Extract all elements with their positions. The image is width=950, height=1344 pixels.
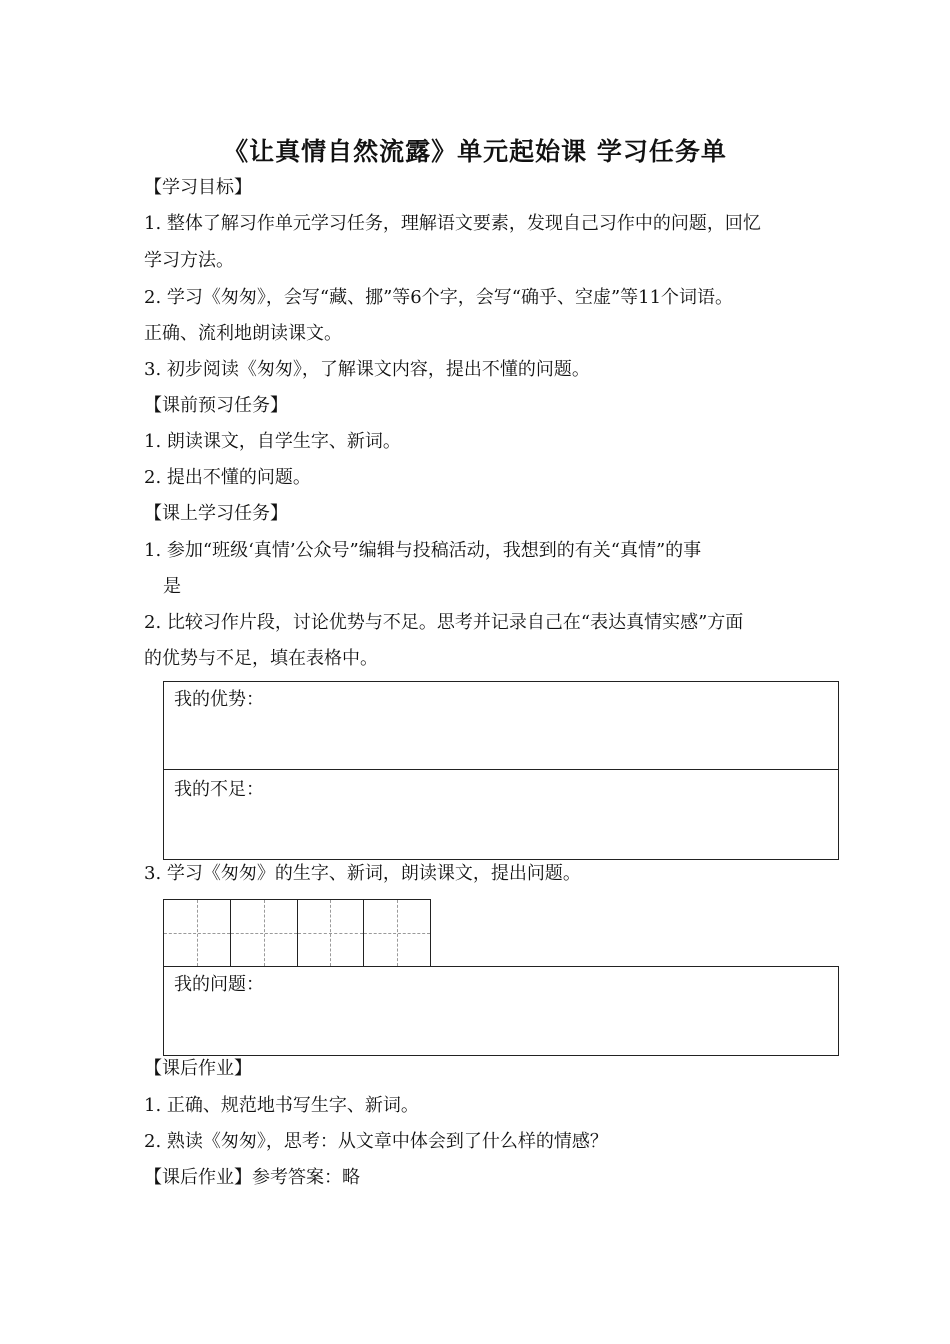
homework-item-2: 2. 熟读《匆匆》，思考：从文章中体会到了什么样的情感？ (144, 1131, 608, 1152)
homework-item-1: 1. 正确、规范地书写生字、新词。 (144, 1095, 419, 1116)
classwork-item-3: 3. 学习《匆匆》的生字、新词，朗读课文，提出问题。 (144, 863, 581, 884)
homework-heading: 【课后作业】 (144, 1058, 252, 1079)
page-title: 《让真情自然流露》单元起始课 学习任务单 (223, 137, 727, 166)
classwork-item-2-line-1: 2. 比较习作片段，讨论优势与不足。思考并记录自己在“表达真情实感”方面 (144, 612, 744, 633)
writing-cell[interactable] (231, 900, 298, 966)
preview-item-1: 1. 朗读课文，自学生字、新词。 (144, 431, 401, 452)
preview-heading: 【课前预习任务】 (144, 395, 288, 416)
questions-label: 我的问题： (174, 974, 264, 995)
questions-box (163, 966, 839, 1056)
character-writing-grid (163, 899, 431, 967)
strengths-label: 我的优势： (174, 689, 264, 710)
strengths-weaknesses-table (163, 681, 839, 860)
goal-3: 3. 初步阅读《匆匆》，了解课文内容，提出不懂的问题。 (144, 359, 590, 380)
goal-1-line-2: 学习方法。 (144, 250, 234, 271)
classwork-item-2-line-2: 的优势与不足，填在表格中。 (144, 648, 378, 669)
classwork-item-1-line-1: 1. 参加“班级‘真情’公众号”编辑与投稿活动，我想到的有关“真情”的事 (144, 540, 702, 561)
goal-1-line-1: 1. 整体了解习作单元学习任务，理解语文要素，发现自己习作中的问题，回忆 (144, 213, 761, 234)
writing-cell[interactable] (164, 900, 231, 966)
table-divider (164, 769, 838, 770)
writing-cell[interactable] (298, 900, 365, 966)
goal-2-line-2: 正确、流利地朗读课文。 (144, 323, 342, 344)
preview-item-2: 2. 提出不懂的问题。 (144, 467, 311, 488)
classwork-heading: 【课上学习任务】 (144, 503, 288, 524)
goal-2-line-1: 2. 学习《匆匆》，会写“藏、挪”等6个字，会写“确乎、空虚”等11个词语。 (144, 287, 734, 308)
weaknesses-label: 我的不足： (174, 779, 264, 800)
writing-cell[interactable] (364, 900, 430, 966)
classwork-item-1-line-2: 是 (163, 576, 181, 597)
goals-heading: 【学习目标】 (144, 177, 252, 198)
homework-answer: 【课后作业】参考答案：略 (144, 1167, 360, 1188)
